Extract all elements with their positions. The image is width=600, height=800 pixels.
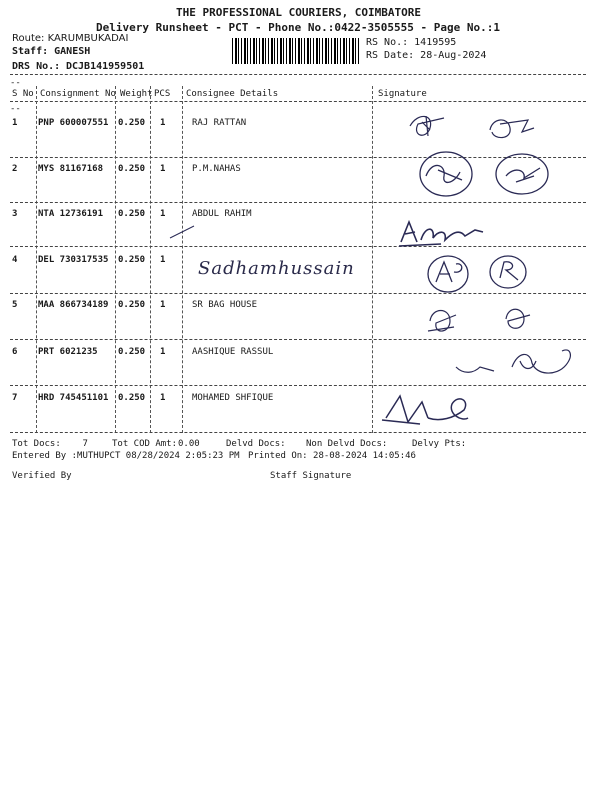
row-pcs: 1 — [160, 347, 166, 357]
drs-value: DCJB141959501 — [66, 61, 145, 72]
row-weight: 0.250 — [118, 209, 146, 219]
non-delvd-docs: Non Delvd Docs: — [306, 439, 388, 449]
row-consignee: ABDUL RAHIM — [192, 209, 252, 219]
row-consignment: DEL 730317535 — [38, 255, 109, 265]
row-pcs: 1 — [160, 209, 166, 219]
signature-row-5 — [420, 297, 540, 341]
row-consignee: P.M.NAHAS — [192, 164, 241, 174]
header-divider — [10, 101, 586, 102]
staff-label: Staff: GANESH — [12, 46, 91, 57]
row-consignee: SR BAG HOUSE — [192, 300, 258, 310]
row-weight: 0.250 — [118, 164, 146, 174]
row-consignment: PNP 600007551 — [38, 118, 109, 128]
row-pcs: 1 — [160, 255, 166, 265]
stray-mark — [168, 222, 198, 242]
col-pcs: PCS — [154, 89, 171, 99]
entered-by: Entered By :MUTHUPCT 08/28/2024 2:05:23 PM — [12, 451, 240, 461]
signature-row-4 — [420, 250, 540, 296]
col-sno: S No — [12, 89, 34, 99]
signature-row-3 — [395, 212, 505, 252]
row-consignment: NTA 12736191 — [38, 209, 104, 219]
row-pcs: 1 — [160, 164, 166, 174]
rs-date: RS Date: 28-Aug-2024 — [366, 50, 487, 61]
row-consignment: MAA 866734189 — [38, 300, 109, 310]
printed-on: Printed On: 28-08-2024 14:05:46 — [248, 451, 416, 461]
row-weight: 0.250 — [118, 300, 146, 310]
row-sno: 2 — [12, 164, 18, 174]
row-consignment: MYS 81167168 — [38, 164, 104, 174]
column-separator — [150, 86, 151, 433]
signature-row-7 — [378, 388, 478, 432]
row-divider — [10, 202, 586, 203]
rs-number: RS No.: 1419595 — [366, 37, 457, 48]
drs-label: DRS No.: — [12, 61, 61, 72]
delvd-docs: Delvd Docs: — [226, 439, 286, 449]
row-pcs: 1 — [160, 300, 166, 310]
handwritten-name: Sadhamhussain — [198, 258, 355, 279]
row-sno: 4 — [12, 255, 18, 265]
company-title: THE PROFESSIONAL COURIERS, COIMBATORE — [176, 6, 422, 19]
table-bottom-divider — [10, 432, 586, 433]
dash-marker: -- — [10, 104, 21, 114]
barcode — [232, 38, 360, 64]
row-pcs: 1 — [160, 393, 166, 403]
staff-signature: Staff Signature — [270, 471, 352, 481]
row-pcs: 1 — [160, 118, 166, 128]
column-separator — [182, 86, 183, 433]
tot-cod-amt-value: 0.00 — [178, 439, 200, 449]
row-sno: 1 — [12, 118, 18, 128]
row-weight: 0.250 — [118, 255, 146, 265]
col-consignment: Consignment No — [40, 89, 116, 99]
col-signature: Signature — [378, 89, 427, 99]
row-consignment: PRT 6021235 — [38, 347, 98, 357]
col-consignee: Consignee Details — [186, 89, 279, 99]
column-separator — [372, 86, 373, 433]
signature-row-2 — [410, 146, 560, 202]
row-sno: 7 — [12, 393, 18, 403]
col-weight: Weight — [120, 89, 153, 99]
row-consignee: RAJ RATTAN — [192, 118, 247, 128]
row-sno: 3 — [12, 209, 18, 219]
divider — [10, 74, 586, 75]
tot-docs: Tot Docs: 7 — [12, 439, 88, 449]
row-weight: 0.250 — [118, 118, 146, 128]
route-label: Route: KARUMBUKADAI — [12, 33, 129, 44]
dash-marker: -- — [10, 78, 21, 88]
delvy-pts: Delvy Pts: — [412, 439, 467, 449]
runsheet-subtitle: Delivery Runsheet - PCT - Phone No.:0422-3505555 - Page No.:1 — [96, 21, 500, 34]
row-sno: 5 — [12, 300, 18, 310]
tot-cod-amt-label: Tot COD Amt: — [112, 439, 178, 449]
row-sno: 6 — [12, 347, 18, 357]
column-separator — [115, 86, 116, 433]
signature-row-6 — [446, 341, 586, 387]
verified-by: Verified By — [12, 471, 72, 481]
row-consignee: AASHIQUE RASSUL — [192, 347, 274, 357]
row-weight: 0.250 — [118, 393, 146, 403]
row-consignee: MOHAMED SHFIQUE — [192, 393, 274, 403]
row-weight: 0.250 — [118, 347, 146, 357]
column-separator — [36, 86, 37, 433]
row-consignment: HRD 745451101 — [38, 393, 109, 403]
